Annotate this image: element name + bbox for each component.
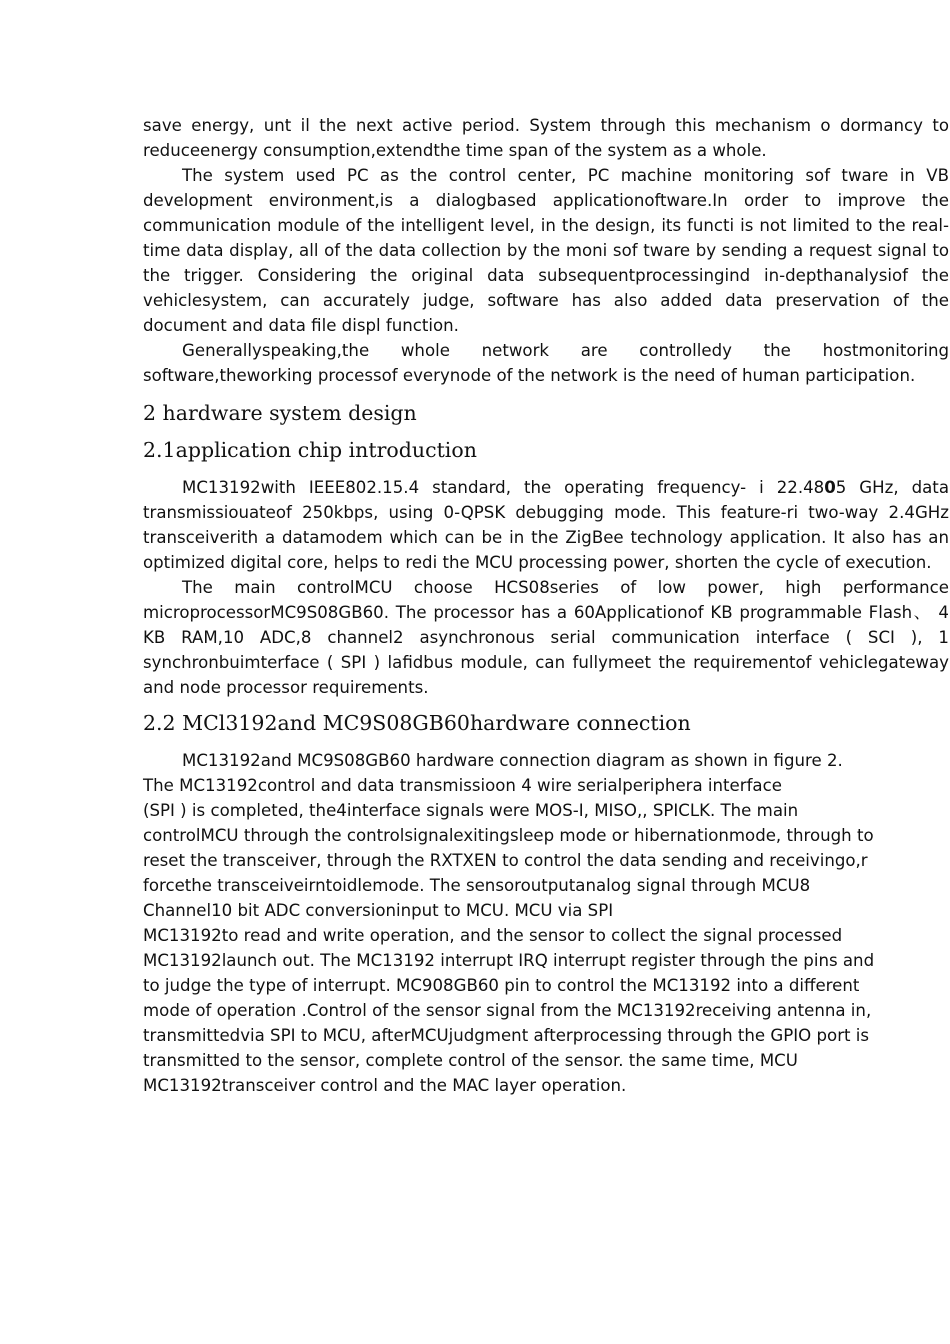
connection-line: mode of operation .Control of the sensor signal from the MC13192receiving antenna in, xyxy=(143,1001,872,1020)
connection-line: MC13192transceiver control and the MAC layer operation. xyxy=(143,1076,627,1095)
connection-line: transmitted to the sensor, complete control of the sensor. the same time, MCU xyxy=(143,1051,798,1070)
paragraph-pc-monitoring: The system used PC as the control center, PC machine monitoring sof tware in VB development environment,is a dialogbased applicationoftware.In order to improve the communication module of the intelligent level, in the design, its functi is not limited to the real-time data display, all of the data collection by the moni sof tware by sending a request signal to the trigger. Considering the original data subsequentprocessingind in-depthanalysiof the vehiclesystem, can accurately judge, software has also added data preservation of the document and data file displ function. xyxy=(143,166,949,335)
connection-line: MC13192and MC9S08GB60 hardware connection diagram as shown in figure 2. xyxy=(182,751,843,770)
connection-line: The MC13192control and data transmissioon 4 wire serialperiphera interface xyxy=(143,776,782,795)
paragraph-mc13192-intro xyxy=(143,475,949,575)
connection-line: forcethe transceiveirntoidlemode. The sensoroutputanalog signal through MCU8 xyxy=(143,876,811,895)
connection-line: MC13192launch out. The MC13192 interrupt IRQ interrupt register through the pins and xyxy=(143,951,875,970)
paragraph-network-summary: Generallyspeaking,the whole network are controlledy the hostmonitoring software,theworking processof everynode of the network is the need of human participation. xyxy=(143,341,949,385)
connection-line: reset the transceiver, through the RXTXEN to control the data sending and receivingo,r xyxy=(143,851,868,870)
connection-line: to judge the type of interrupt. MC908GB60 pin to control the MC13192 into a different xyxy=(143,976,860,995)
heading-hardware-system-design: 2 hardware system design xyxy=(143,401,417,425)
mc13192-intro-start: MC13192with IEEE802.15.4 standard, the operating frequency- i 22.48 xyxy=(182,478,825,497)
paragraph-dormancy: save energy, unt il the next active period. System through this mechanism o dormancy to reduceenergy consumption,extendthe time span of the system as a whole. xyxy=(143,116,949,160)
heading-hardware-connection: 2.2 MCl3192and MC9S08GB60hardware connection xyxy=(143,711,691,735)
connection-line: transmittedvia SPI to MCU, afterMCUjudgment afterprocessing through the GPIO port is xyxy=(143,1026,870,1045)
mc13192-intro-rest: 5 GHz, data transmissiouateof 250kbps, using 0-QPSK debugging mode. This feature-ri two-way 2.4GHz transceiverith a datamodem which can be in the ZigBee technology application. It also has an optimized digital core, helps to redi the MCU processing power, shorten the cycle of execution. xyxy=(143,478,949,572)
connection-line: controlMCU through the controlsignalexitingsleep mode or hibernationmode, through to xyxy=(143,826,874,845)
paragraph-main-control-mcu: The main controlMCU choose HCS08series of low power, high performance microprocessorMC9S08GB60. The processor has a 60Applicationof KB programmable Flash、 4 KB RAM,10 ADC,8 channel2 asynchronous serial communication interface ( SCI ), 1 synchronbuimterface ( SPI ) lafidbus module, can fullymeet the requirementof vehiclegateway and node processor requirements. xyxy=(143,578,949,697)
mc13192-intro-bold-digit: 0 xyxy=(824,478,836,497)
connection-line: (SPI ) is completed, the4interface signals were MOS-I, MISO,, SPICLK. The main xyxy=(143,801,799,820)
connection-line: MC13192to read and write operation, and the sensor to collect the signal processed xyxy=(143,926,843,945)
heading-application-chip-introduction: 2.1application chip introduction xyxy=(143,438,477,462)
paragraph-hardware-connection xyxy=(143,748,949,1098)
connection-line: Channel10 bit ADC conversioninput to MCU. MCU via SPI xyxy=(143,901,614,920)
document-page xyxy=(143,113,949,1098)
